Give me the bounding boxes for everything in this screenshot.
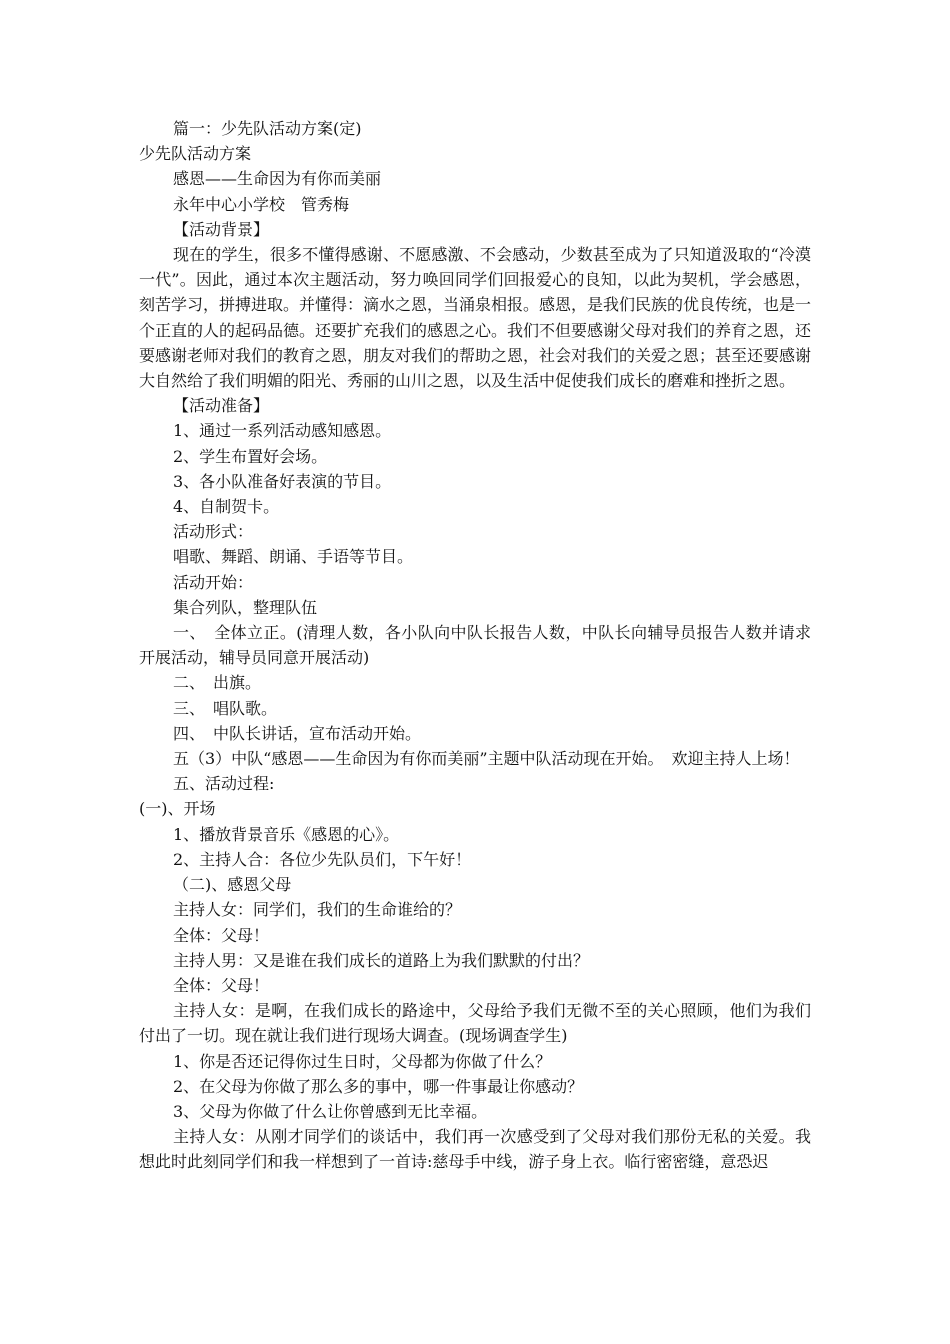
dialogue-paragraph: 主持人女：从刚才同学们的谈话中，我们再一次感受到了父母对我们那份无私的关爱。我想此时此刻同学们和我一样想到了一首诗:慈母手中线，游子身上衣。临行密密缝，意恐迟 — [139, 1127, 811, 1172]
list-item: 3、父母为你做了什么让你曾感到无比幸福。 — [173, 1101, 488, 1121]
list-item: 2、主持人合：各位少先队员们，下午好！ — [173, 849, 472, 869]
dialogue-line: 全体：父母！ — [173, 925, 270, 945]
subsection-heading-opening: (一)、开场 — [139, 799, 216, 819]
list-item: 2、学生布置好会场。 — [173, 446, 328, 466]
label-activity-start: 活动开始： — [173, 572, 254, 592]
list-item: 4、自制贺卡。 — [173, 497, 280, 517]
paragraph-background: 现在的学生，很多不懂得感谢、不愿感激、不会感动，少数甚至成为了只知道汲取的“冷漠一代”。因此，通过本次主题活动，努力唤回同学们回报爱心的良知，以此为契机，学会感恩，刻苦学习，拼搏进取。并懂得：滴水之恩，当涌泉相报。感恩，是我们民族的优良传统，也是一个正直的人的起码品德。还要扩充我们的感恩之心。我们不但要感谢父母对我们的养育之恩，还要感谢老师对我们的教育之恩，朋友对我们的帮助之恩，社会对我们的关爱之恩；甚至还要感谢大自然给了我们明媚的阳光、秀丽的山川之恩，以及生活中促使我们成长的磨难和挫折之恩。 — [139, 245, 812, 391]
section-heading-preparation: 【活动准备】 — [173, 396, 270, 416]
list-item: 3、各小队准备好表演的节目。 — [173, 471, 392, 491]
list-item: 三、 唱队歌。 — [173, 698, 278, 718]
text-line: 集合列队，整理队伍 — [173, 597, 318, 617]
list-item: 1、播放背景音乐《感恩的心》。 — [173, 824, 400, 844]
activity-theme: 感恩——生命因为有你而美丽 — [173, 169, 382, 189]
list-item: 1、通过一系列活动感知感恩。 — [173, 421, 392, 441]
dialogue-paragraph: 主持人女：是啊，在我们成长的路途中，父母给予我们无微不至的关心照顾，他们为我们付出了一切。现在就让我们进行现场大调查。(现场调查学生) — [139, 1001, 811, 1046]
document-body — [139, 116, 811, 1175]
activity-form-text: 唱歌、舞蹈、朗诵、手语等节目。 — [173, 547, 414, 567]
doc-title: 篇一：少先队活动方案(定) — [173, 119, 362, 138]
label-activity-form: 活动形式： — [173, 522, 254, 542]
dialogue-line: 主持人男：又是谁在我们成长的道路上为我们默默的付出？ — [173, 950, 590, 970]
author-line: 永年中心小学校 管秀梅 — [173, 194, 350, 214]
paragraph-step-1: 一、 全体立正。(清理人数，各小队向中队长报告人数，中队长向辅导员报告人数并请求开展活动，辅导员同意开展活动) — [139, 623, 811, 668]
doc-subtitle: 少先队活动方案 — [139, 144, 252, 164]
list-item: 四、 中队长讲话，宣布活动开始。 — [173, 723, 422, 743]
subsection-heading-parents: （二)、感恩父母 — [173, 875, 292, 895]
list-item: 二、 出旗。 — [173, 673, 262, 693]
list-item: 2、在父母为你做了那么多的事中，哪一件事最让你感动？ — [173, 1076, 584, 1096]
section-heading-process: 五、活动过程: — [173, 774, 275, 794]
list-item: 1、你是否还记得你过生日时，父母都为你做了什么？ — [173, 1051, 552, 1071]
section-heading-background: 【活动背景】 — [173, 219, 270, 239]
dialogue-line: 主持人女：同学们，我们的生命谁给的？ — [173, 900, 462, 920]
dialogue-line: 全体：父母！ — [173, 975, 270, 995]
paragraph-step-5: 五（3）中队“感恩——生命因为有你而美丽”主题中队活动现在开始。 欢迎主持人上场！ — [173, 749, 800, 769]
